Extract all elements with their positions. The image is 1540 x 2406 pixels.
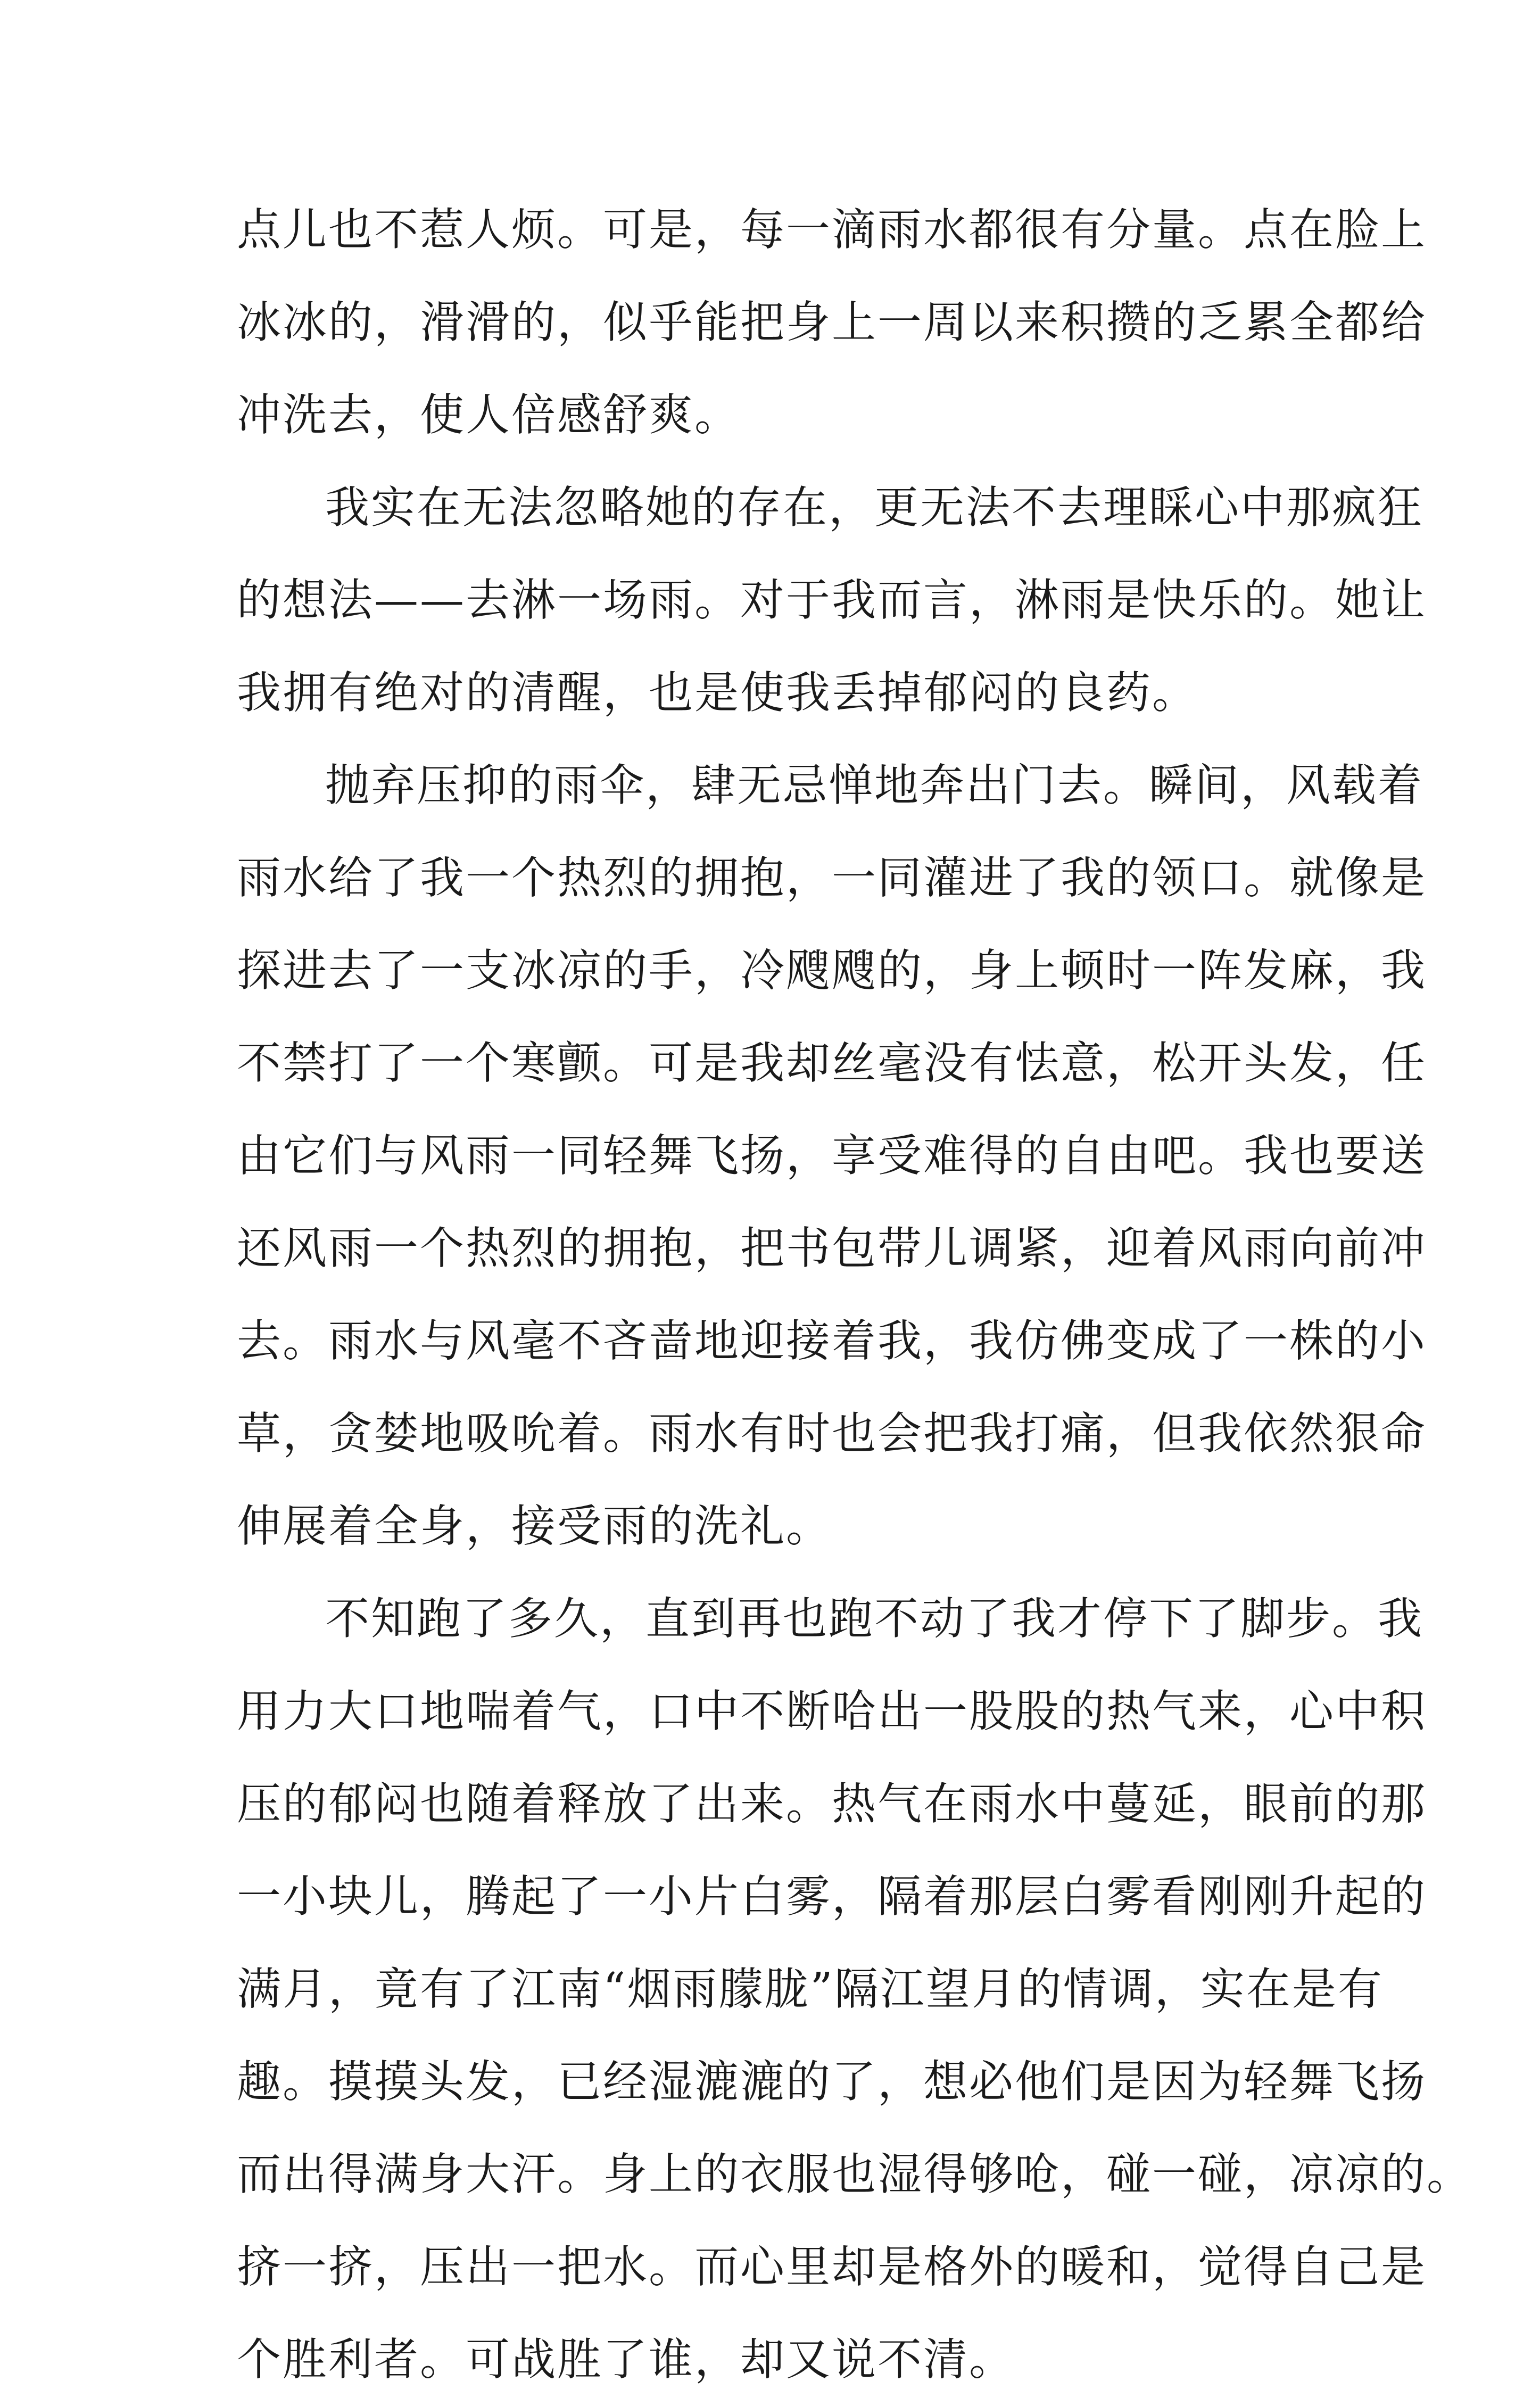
text-line: 草，贪婪地吸吮着。雨水有时也会把我打痛，但我依然狠命 [237,1408,1427,1459]
text-line: 挤一挤，压出一把水。而心里却是格外的暖和，觉得自己是 [237,2241,1427,2293]
paragraph-first-line: 抛弃压抑的雨伞，肆无忌惮地奔出门去。瞬间，风载着 [325,759,1423,811]
text-line: 用力大口地喘着气，口中不断哈出一股股的热气来，心中积 [237,1685,1427,1737]
text-line: 不禁打了一个寒颤。可是我却丝毫没有怯意，松开头发，任 [237,1037,1427,1089]
text-line: 探进去了一支冰凉的手，冷飕飕的，身上顿时一阵发麻，我 [237,945,1427,996]
text-line: 雨水给了我一个热烈的拥抱，一同灌进了我的领口。就像是 [237,852,1427,904]
text-line: 一小块儿，腾起了一小片白雾，隔着那层白雾看刚刚升起的 [237,1871,1427,1922]
paragraph-first-line: 不知跑了多久，直到再也跑不动了我才停下了脚步。我 [325,1593,1423,1644]
text-line: 还风雨一个热烈的拥抱，把书包带儿调紧，迎着风雨向前冲 [237,1222,1427,1274]
text-line: 的想法——去淋一场雨。对于我而言，淋雨是快乐的。她让 [237,574,1427,626]
text-line: 由它们与风雨一同轻舞飞扬，享受难得的自由吧。我也要送 [237,1130,1427,1181]
paragraph-first-line: 我实在无法忽略她的存在，更无法不去理睬心中那疯狂 [325,482,1423,533]
text-line: 去。雨水与风毫不吝啬地迎接着我，我仿佛变成了一株的小 [237,1315,1427,1367]
text-line: 伸展着全身，接受雨的洗礼。 [237,1500,832,1552]
text-line: 冲洗去，使人倍感舒爽。 [237,389,740,441]
text-line: 而出得满身大汗。身上的衣服也湿得够呛，碰一碰，凉凉的。 [237,2148,1472,2200]
text-line: 压的郁闷也随着释放了出来。热气在雨水中蔓延，眼前的那 [237,1778,1427,1830]
text-line: 满月，竟有了江南“烟雨朦胧”隔江望月的情调，实在是有 [237,1963,1384,2015]
text-line: 个胜利者。可战胜了谁，却又说不清。 [237,2334,1015,2385]
text-line: 趣。摸摸头发，已经湿漉漉的了，想必他们是因为轻舞飞扬 [237,2056,1427,2107]
text-line: 冰冰的，滑滑的，似乎能把身上一周以来积攒的乏累全都给 [237,296,1427,348]
text-line: 我拥有绝对的清醒，也是使我丢掉郁闷的良药。 [237,667,1198,718]
body-text [237,184,1472,2406]
text-line: 点儿也不惹人烦。可是，每一滴雨水都很有分量。点在脸上 [237,204,1427,255]
